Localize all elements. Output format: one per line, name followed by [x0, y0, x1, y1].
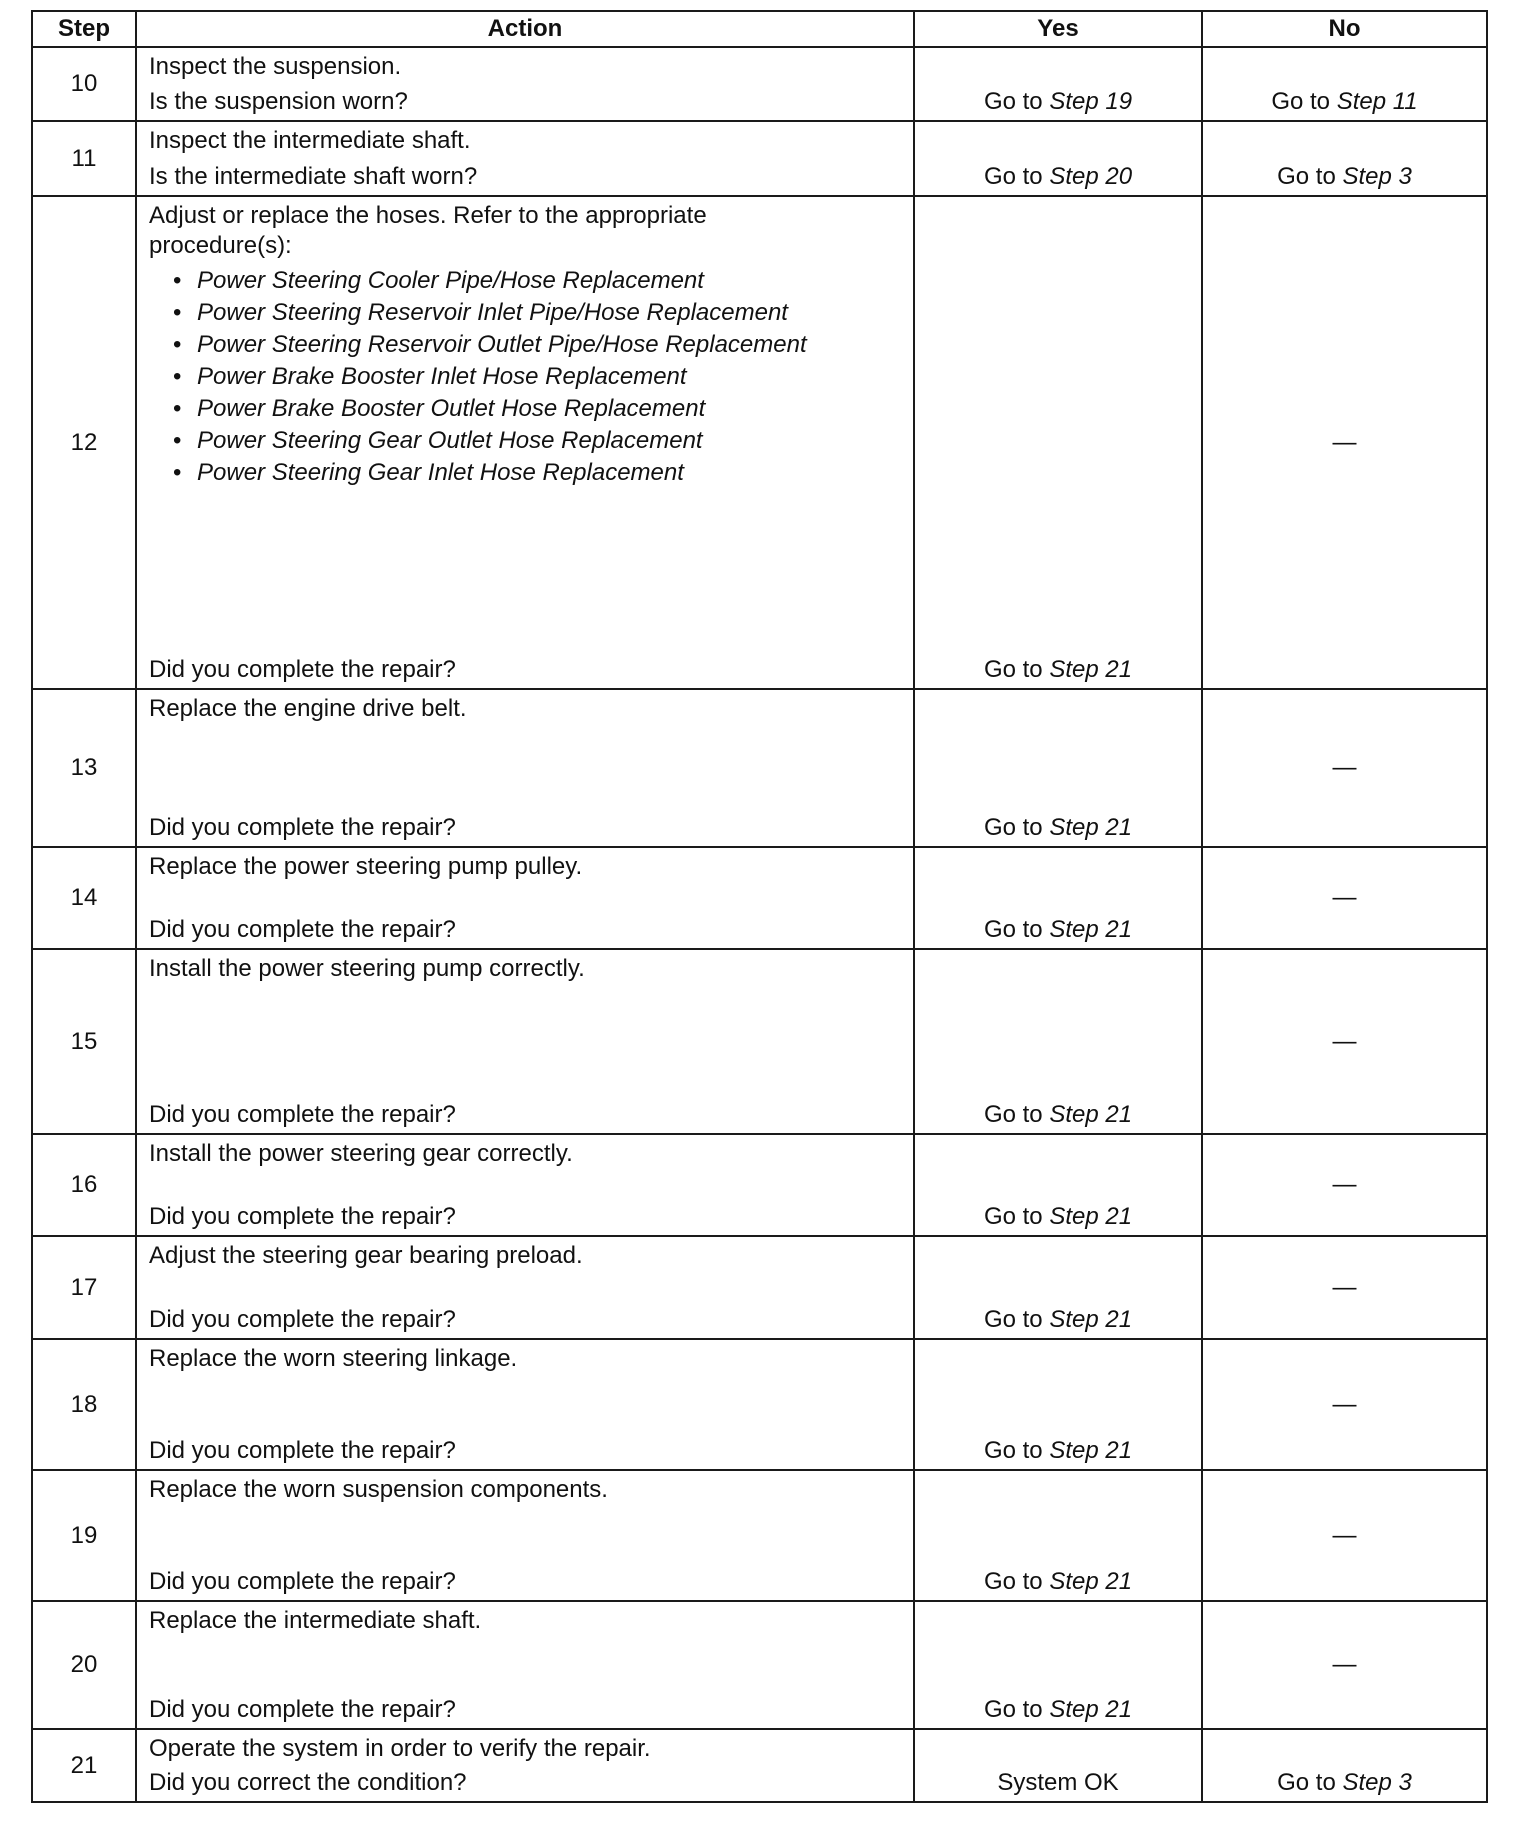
step-number: 14 [32, 847, 136, 949]
action-question: Is the suspension worn? [149, 88, 408, 115]
no-result-dash: — [1332, 1171, 1357, 1198]
header-no: No [1202, 11, 1487, 47]
no-cell [1202, 121, 1487, 196]
no-cell [1202, 847, 1487, 949]
step-link[interactable]: Step 21 [1049, 1568, 1133, 1595]
action-instruction: Replace the intermediate shaft. [149, 1607, 482, 1634]
action-instruction: Replace the worn steering linkage. [149, 1345, 518, 1372]
step-number: 13 [32, 689, 136, 847]
procedure-item[interactable]: • Power Steering Gear Inlet Hose Replacement [173, 459, 684, 486]
yes-cell [914, 1729, 1202, 1802]
no-result-dash: — [1332, 1521, 1357, 1549]
header-yes: Yes [914, 11, 1202, 47]
action-instruction: Operate the system in order to verify the repair. [149, 1735, 651, 1762]
step-link[interactable]: Step 20 [1049, 163, 1133, 190]
yes-result: Go to Step 21 [983, 1437, 1133, 1464]
step-link[interactable]: Step 21 [1049, 656, 1133, 683]
action-instruction: Install the power steering gear correctly. [149, 1140, 573, 1167]
table-row [32, 847, 1487, 949]
table-row [32, 47, 1487, 121]
action-cell [136, 196, 914, 689]
step-link[interactable]: Step 21 [1049, 916, 1133, 943]
step-link[interactable]: Step 3 [1342, 1769, 1412, 1796]
yes-cell [914, 196, 1202, 689]
action-question: Did you complete the repair? [149, 1306, 456, 1333]
table-row [32, 121, 1487, 196]
action-question: Did you complete the repair? [149, 916, 456, 943]
step-link[interactable]: Step 21 [1049, 1203, 1133, 1230]
no-result: Go to Step 3 [1277, 1769, 1412, 1796]
action-instruction: Adjust the steering gear bearing preload. [149, 1242, 583, 1269]
step-number: 10 [32, 47, 136, 121]
procedure-item[interactable]: • Power Brake Booster Outlet Hose Replacement [173, 395, 706, 422]
step-link[interactable]: Step 21 [1049, 1306, 1133, 1333]
step-link[interactable]: Step 21 [1049, 814, 1133, 841]
step-number: 19 [32, 1470, 136, 1601]
action-question: Is the intermediate shaft worn? [149, 163, 478, 190]
procedure-item[interactable]: • Power Brake Booster Inlet Hose Replacement [173, 363, 687, 390]
action-cell [136, 1729, 914, 1802]
table-row [32, 1729, 1487, 1802]
step-number: 20 [32, 1601, 136, 1729]
table-row [32, 1470, 1487, 1601]
action-cell [136, 47, 914, 121]
procedure-item[interactable]: • Power Steering Gear Outlet Hose Replacement [173, 427, 703, 454]
no-cell [1202, 1601, 1487, 1729]
action-instruction: Install the power steering pump correctly. [149, 955, 585, 982]
action-instruction: Replace the worn suspension components. [149, 1476, 608, 1503]
action-cell [136, 1236, 914, 1339]
action-question: Did you complete the repair? [149, 1437, 456, 1464]
yes-cell [914, 847, 1202, 949]
table-row [32, 1339, 1487, 1470]
action-question: Did you correct the condition? [149, 1769, 467, 1796]
table-row [32, 1601, 1487, 1729]
no-result-dash: — [1332, 884, 1357, 911]
step-link[interactable]: Step 21 [1049, 1437, 1133, 1464]
yes-cell [914, 689, 1202, 847]
action-instruction: Inspect the suspension. [149, 53, 402, 80]
step-number: 11 [32, 121, 136, 196]
yes-result: Go to Step 20 [983, 163, 1133, 190]
action-cell [136, 1601, 914, 1729]
procedure-item[interactable]: • Power Steering Cooler Pipe/Hose Replacement [173, 267, 704, 294]
yes-cell [914, 1601, 1202, 1729]
table-row [32, 1236, 1487, 1339]
procedure-item[interactable]: • Power Steering Reservoir Inlet Pipe/Hose Replacement [173, 299, 788, 326]
action-instruction: Adjust or replace the hoses. Refer to the appropriate procedure(s): [149, 202, 707, 259]
action-question: Did you complete the repair? [149, 814, 456, 841]
action-instruction: Replace the engine drive belt. [149, 695, 467, 722]
no-result: Go to Step 3 [1277, 163, 1412, 190]
header-step: Step [32, 11, 136, 47]
action-cell [136, 121, 914, 196]
action-question: Did you complete the repair? [149, 1203, 456, 1230]
yes-cell [914, 1470, 1202, 1601]
no-cell [1202, 1729, 1487, 1802]
yes-result: Go to Step 21 [983, 1101, 1133, 1128]
no-result-dash: — [1332, 428, 1357, 456]
action-cell [136, 1470, 914, 1601]
yes-cell [914, 47, 1202, 121]
yes-result: Go to Step 21 [983, 1696, 1133, 1723]
no-cell [1202, 1339, 1487, 1470]
no-result-dash: — [1332, 1651, 1357, 1678]
step-link[interactable]: Step 21 [1049, 1101, 1133, 1128]
step-number: 18 [32, 1339, 136, 1470]
action-instruction: Replace the power steering pump pulley. [149, 853, 583, 880]
action-cell [136, 1134, 914, 1236]
action-cell [136, 1339, 914, 1470]
diagnostic-steps-table [31, 10, 1488, 1803]
no-result-dash: — [1332, 1027, 1357, 1055]
action-cell [136, 847, 914, 949]
table-row [32, 689, 1487, 847]
yes-result: Go to Step 21 [983, 1203, 1133, 1230]
no-result-dash: — [1332, 1273, 1357, 1301]
action-question: Did you complete the repair? [149, 1568, 456, 1595]
step-number: 21 [32, 1729, 136, 1802]
header-action: Action [136, 11, 914, 47]
step-number: 16 [32, 1134, 136, 1236]
step-link[interactable]: Step 11 [1336, 88, 1418, 115]
yes-result: Go to Step 21 [983, 656, 1133, 683]
action-instruction: Inspect the intermediate shaft. [149, 127, 471, 154]
no-cell [1202, 1134, 1487, 1236]
action-cell [136, 689, 914, 847]
procedure-list [149, 265, 903, 489]
yes-cell [914, 1236, 1202, 1339]
yes-result: Go to Step 21 [983, 1568, 1133, 1595]
no-cell [1202, 689, 1487, 847]
procedure-item[interactable]: • Power Steering Reservoir Outlet Pipe/Hose Replacement [173, 331, 807, 358]
no-result-dash: — [1332, 754, 1357, 781]
step-link[interactable]: Step 19 [1049, 88, 1133, 115]
yes-cell [914, 121, 1202, 196]
action-cell [136, 949, 914, 1134]
step-link[interactable]: Step 3 [1342, 163, 1412, 190]
step-link[interactable]: Step 21 [1049, 1696, 1133, 1723]
no-cell [1202, 949, 1487, 1134]
table-header-row [32, 11, 1487, 47]
table-row [32, 1134, 1487, 1236]
no-cell [1202, 196, 1487, 689]
yes-cell [914, 949, 1202, 1134]
step-number: 15 [32, 949, 136, 1134]
table-row [32, 196, 1487, 689]
no-result-dash: — [1332, 1390, 1357, 1418]
step-number: 12 [32, 196, 136, 689]
action-question: Did you complete the repair? [149, 1101, 456, 1128]
action-question: Did you complete the repair? [149, 656, 456, 683]
yes-result: Go to Step 21 [983, 814, 1133, 841]
yes-cell [914, 1339, 1202, 1470]
yes-result: Go to Step 21 [983, 916, 1133, 943]
no-cell [1202, 1236, 1487, 1339]
table-row [32, 949, 1487, 1134]
no-cell [1202, 47, 1487, 121]
no-cell [1202, 1470, 1487, 1601]
no-result: Go to Step 11 [1271, 88, 1418, 115]
yes-result: Go to Step 21 [983, 1306, 1133, 1333]
action-question: Did you complete the repair? [149, 1696, 456, 1723]
yes-result: Go to Step 19 [983, 88, 1133, 115]
step-number: 17 [32, 1236, 136, 1339]
yes-result: System OK [997, 1769, 1119, 1796]
yes-cell [914, 1134, 1202, 1236]
